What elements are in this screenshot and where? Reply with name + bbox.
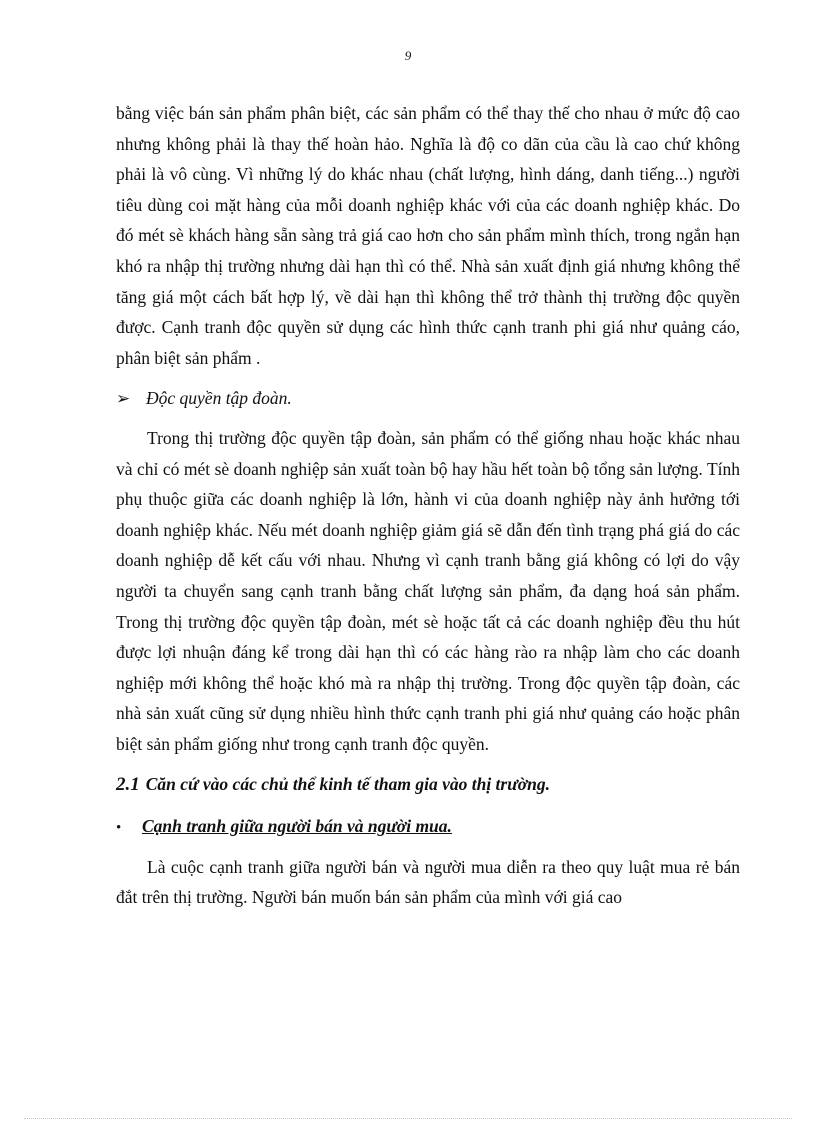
paragraph-product-differentiation: bằng việc bán sản phẩm phân biệt, các sản phẩm có thể thay thế cho nhau ở mức độ cao nhưng không phải là thay thế hoàn hảo. Nghĩa là độ co dãn của cầu là cao chứ không phải là vô cùng. Vì những lý do khác nhau (chất lượng, hình dáng, danh tiếng...) người tiêu dùng coi mặt hàng của mỗi doanh nghiệp khác với của các doanh nghiệp khác. Do đó mét sè khách hàng sẵn sàng trả giá cao hơn cho sản phẩm mình thích, trong ngắn hạn khó ra nhập thị trường nhưng dài hạn thì có thể. Nhà sản xuất định giá nhưng không thể tăng giá một cách bất hợp lý, về dài hạn thì không thể trở thành thị trường độc quyền được. Cạnh tranh độc quyền sử dụng các hình thức cạnh tranh phi giá như quảng cáo, phân biệt sản phẩm . — [116, 103, 740, 368]
paragraph-seller-buyer: Là cuộc cạnh tranh giữa người bán và người mua diễn ra theo quy luật mua rẻ bán đắt trên thị trường. Người bán muốn bán sản phẩm của mình với giá cao — [116, 856, 740, 908]
subheading-seller-buyer-text: Cạnh tranh giữa người bán và người mua. — [142, 816, 452, 837]
paragraph-oligopoly: Trong thị trường độc quyền tập đoàn, sản phẩm có thể giống nhau hoặc khác nhau và chỉ có mét sè doanh nghiệp sản xuất toàn bộ hay hầu hết toàn bộ tổng sản lượng. Tính phụ thuộc giữa các doanh nghiệp là lớn, hành vi của doanh nghiệp này ảnh hưởng tới doanh nghiệp khác. Nếu mét doanh nghiệp giảm giá sẽ dẫn đến tình trạng phá giá do các doanh nghiệp dễ kết cấu với nhau. Nhưng vì cạnh tranh bằng giá không có lợi do vậy người ta chuyển sang cạnh tranh bằng chất lượng sản phẩm, đa dạng hoá sản phẩm. Trong thị trường độc quyền tập đoàn, mét sè hoặc tất cả các doanh nghiệp đều thu hút được lợi nhuận đáng kể trong dài hạn thì có các hàng rào ra nhập làm cho các doanh nghiệp mới không thể hoặc khó mà ra nhập thị trường. Trong độc quyền tập đoàn, các nhà sản xuất cũng sử dụng nhiều hình thức cạnh tranh phi giá như quảng cáo hoặc phân biệt sản phẩm giống như trong cạnh tranh độc quyền. — [116, 427, 740, 754]
subheading-oligopoly-text: Độc quyền tập đoàn. — [146, 388, 292, 409]
section-number: 2.1 — [116, 774, 140, 796]
bullet-dot-icon: • — [116, 820, 122, 837]
page-bottom-border — [24, 1118, 792, 1119]
subheading-seller-buyer — [116, 811, 740, 844]
subheading-oligopoly — [116, 383, 740, 415]
arrow-bullet-icon: ➢ — [116, 389, 131, 409]
section-heading — [116, 769, 740, 801]
document-body — [116, 98, 740, 913]
section-title: Căn cứ vào các chủ thể kinh tế tham gia vào thị trường. — [145, 774, 550, 795]
page-number: 9 — [404, 48, 412, 63]
